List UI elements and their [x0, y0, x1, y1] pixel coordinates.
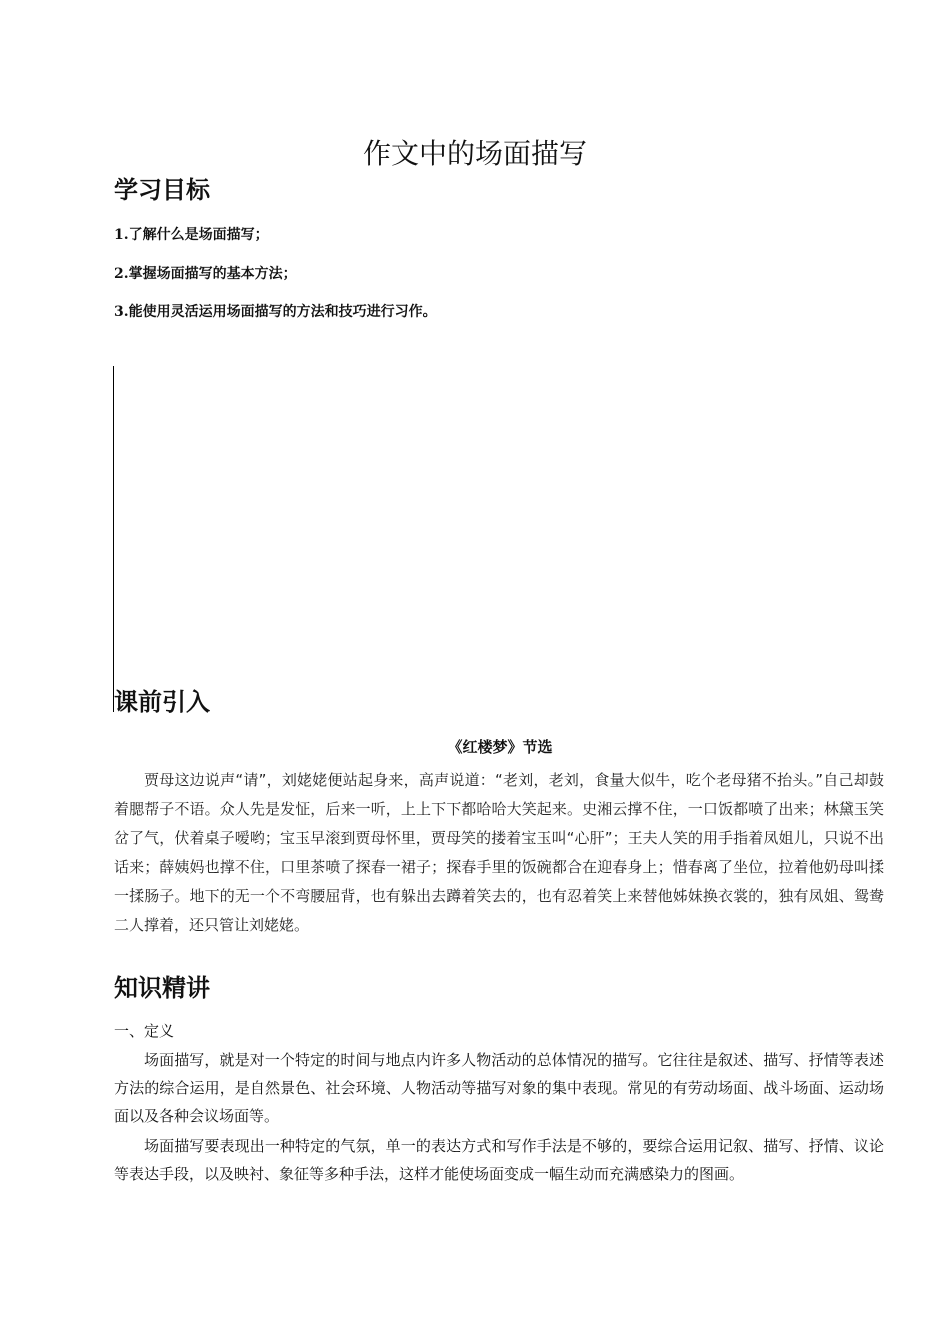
knowledge-heading: 知识精讲	[114, 974, 210, 1002]
definition-paragraph-2: 场面描写要表现出一种特定的气氛，单一的表达方式和写作手法是不够的，要综合运用记叙、描写、抒情、议论等表达手段，以及映衬、象征等多种手法，这样才能使场面变成一幅生动而充满感染力的图画。	[114, 1137, 884, 1183]
excerpt-title: 《红楼梦》节选	[447, 738, 553, 756]
goals-heading: 学习目标	[114, 176, 210, 204]
section-label-definition: 一、定义	[114, 1022, 175, 1040]
vertical-rule	[113, 366, 114, 712]
goal-item-2: 2.掌握场面描写的基本方法；	[114, 266, 297, 282]
excerpt-paragraph: 贾母这边说声“请”，刘姥姥便站起身来，高声说道：“老刘，老刘，食量大似牛，吃个老母猪不抬头。”自己却鼓着腮帮子不语。众人先是发怔，后来一听，上上下下都哈哈大笑起来。史湘云撑不住，一口饭都喷了出来；林黛玉笑岔了气，伏着桌子嗳哟；宝玉早滚到贾母怀里，贾母笑的搂着宝玉叫“心肝”；王夫人笑的用手指着凤姐儿，只说不出话来；薛姨妈也撑不住，口里茶喷了探春一裙子；探春手里的饭碗都合在迎春身上；惜春离了坐位，拉着他奶母叫揉一揉肠子。地下的无一个不弯腰屈背，也有躲出去蹲着笑去的，也有忍着笑上来替他姊妹换衣裳的，独有凤姐、鸳鸯二人撑着，还只管让刘姥姥。	[114, 771, 884, 934]
intro-heading: 课前引入	[114, 688, 210, 716]
definition-paragraph-1: 场面描写，就是对一个特定的时间与地点内许多人物活动的总体情况的描写。它往往是叙述、描写、抒情等表述方法的综合运用，是自然景色、社会环境、人物活动等描写对象的集中表现。常见的有劳动场面、战斗场面、运动场面以及各种会议场面等。	[114, 1051, 884, 1125]
document-title: 作文中的场面描写	[362, 137, 587, 170]
goal-item-1: 1.了解什么是场面描写；	[114, 227, 269, 243]
goal-item-3: 3.能使用灵活运用场面描写的方法和技巧进行习作。	[114, 304, 437, 320]
